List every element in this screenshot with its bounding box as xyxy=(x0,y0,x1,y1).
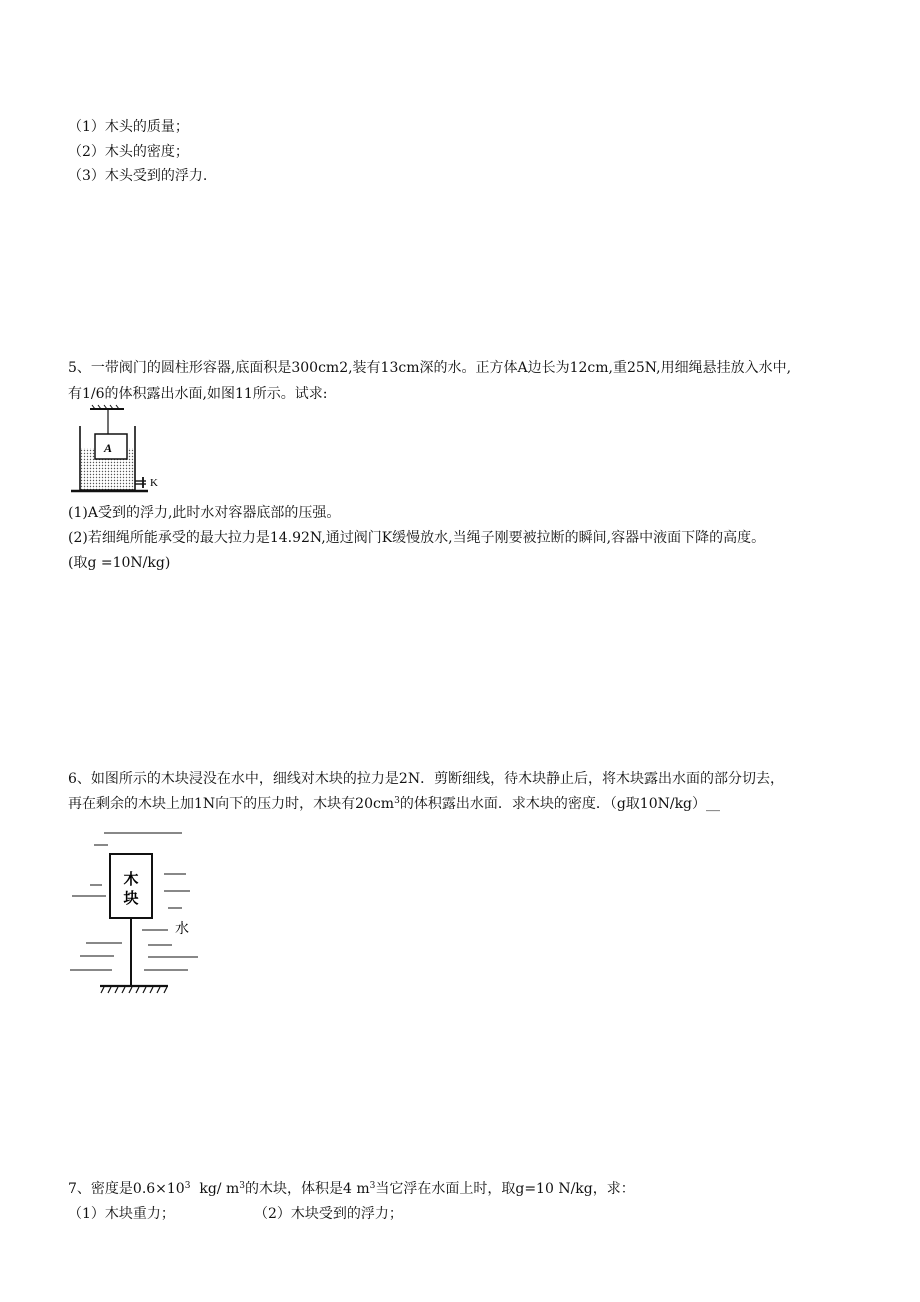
wood-block-label-top: 木 xyxy=(123,870,139,888)
q6-statement-line-2 xyxy=(68,794,720,814)
q6-line2-text-a: 再在剩余的木块上加1N向下的压力时，木块有20cm xyxy=(68,796,395,812)
q7-superscript-1: 3 xyxy=(184,1181,191,1191)
q5-statement-line-2: 有1/6的体积露出水面,如图11所示。试求: xyxy=(68,386,328,402)
q5-subquestion-2: (2)若细绳所能承受的最大拉力是14.92N,通过阀门K缓慢放水,当绳子刚要被拉断的瞬间,容器中液面下降的高度。 xyxy=(68,530,766,546)
q7-text-c: 的木块，体积是4 m xyxy=(244,1181,370,1197)
q7-superscript-2: 3 xyxy=(239,1181,245,1191)
q4-subquestion-1: （1）木头的质量； xyxy=(68,119,189,135)
q7-statement-line-1 xyxy=(68,1179,635,1199)
q7-text-b: kg/ m xyxy=(190,1181,240,1197)
valve-k xyxy=(135,477,146,488)
valve-k-label: K xyxy=(150,477,158,489)
q5-container-figure xyxy=(68,404,176,496)
q5-statement-line-1: 5、一带阀门的圆柱形容器,底面积是300cm2,装有13cm深的水。正方体A边长为12cm,重25N,用细绳悬挂放入水中, xyxy=(68,360,792,376)
block-a-label: A xyxy=(103,441,113,455)
q6-line2-text-b: 的体积露出水面．求木块的密度．（g取10N/kg）__ xyxy=(399,796,721,812)
water-label: 水 xyxy=(175,921,189,937)
q6-wood-block-figure xyxy=(64,828,204,1000)
wood-block-label-bottom: 块 xyxy=(123,889,139,907)
q7-subquestion-2: （2）木块受到的浮力； xyxy=(254,1206,403,1222)
ground-hatch xyxy=(100,986,168,993)
q7-text-a: 7、密度是0.6×10 xyxy=(68,1181,185,1197)
q4-subquestion-2: （2）木头的密度； xyxy=(68,144,189,160)
q6-statement-line-1: 6、如图所示的木块浸没在水中，细线对木块的拉力是2N．剪断细线，待木块静止后，将木块露出水面的部分切去， xyxy=(68,771,785,787)
q7-text-d: 当它浮在水面上时，取g=10 N/kg，求： xyxy=(375,1181,635,1197)
ceiling-support xyxy=(90,405,124,409)
q7-subquestion-1: （1）木块重力； xyxy=(68,1206,175,1222)
q7-superscript-3: 3 xyxy=(369,1181,376,1191)
q5-subquestion-1: (1)A受到的浮力,此时水对容器底部的压强。 xyxy=(68,505,341,521)
q5-subquestion-3: (取g =10N/kg) xyxy=(68,555,171,571)
q6-line2-superscript: 3 xyxy=(394,796,400,806)
q4-subquestion-3: （3）木头受到的浮力. xyxy=(68,168,208,184)
